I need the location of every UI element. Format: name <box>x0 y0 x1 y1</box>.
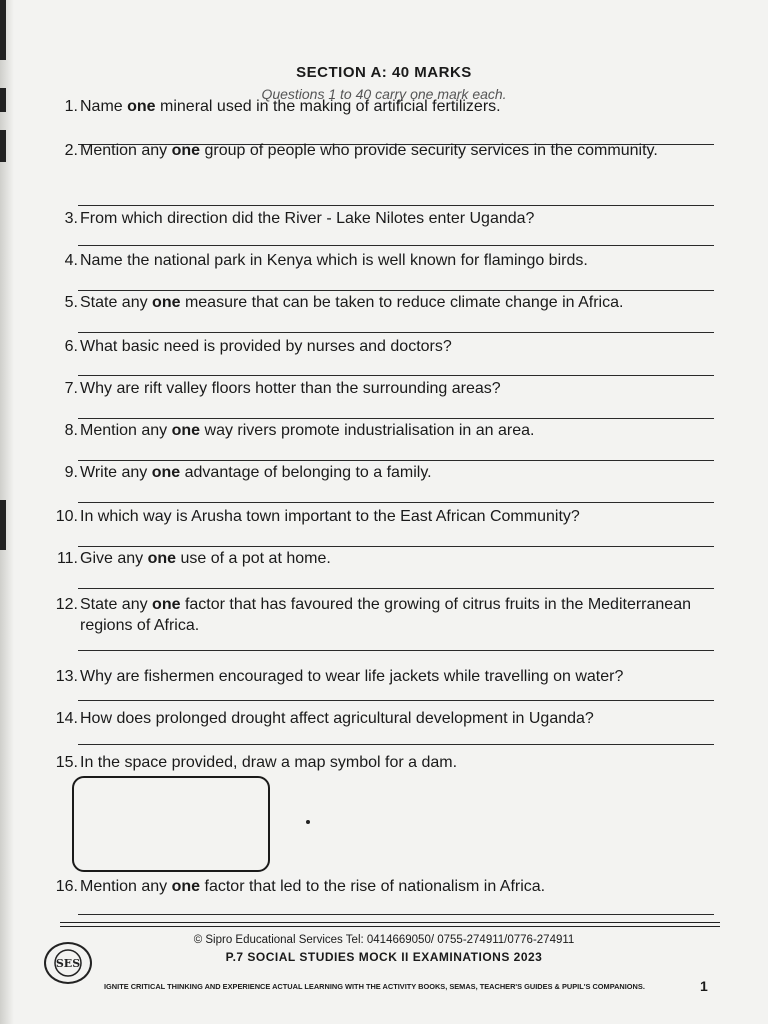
question-text <box>80 420 714 441</box>
answer-line[interactable] <box>78 245 714 246</box>
question-12 <box>54 594 714 636</box>
question-text <box>80 462 714 483</box>
question-text-part: factor that led to the rise of nationalism in Africa. <box>200 878 546 895</box>
stray-dot <box>306 820 310 824</box>
question-text <box>80 208 714 229</box>
question-number: 13. <box>55 668 78 685</box>
question-text-part: State any <box>80 294 153 311</box>
question-11 <box>54 548 714 569</box>
question-number: 4. <box>64 252 78 269</box>
question-text <box>80 548 714 569</box>
question-text <box>80 752 714 773</box>
question-text-part: In which way is Arusha town important to the East African Community? <box>80 508 580 525</box>
question-emphasis: one <box>151 464 181 481</box>
question-text-part: measure that can be taken to reduce climate change in Africa. <box>180 294 624 311</box>
question-text-part: Why are fishermen encouraged to wear life jackets while travelling on water? <box>80 668 624 685</box>
page-number: 1 <box>700 978 708 994</box>
question-number: 16. <box>55 878 78 895</box>
question-text-part: Write any <box>80 464 152 481</box>
question-emphasis: one <box>152 596 181 613</box>
question-13 <box>54 666 714 687</box>
answer-line[interactable] <box>78 588 714 589</box>
question-text-part: factor that has favoured the growing of citrus fruits in the Mediterranean regions of Africa. <box>80 596 691 634</box>
answer-line[interactable] <box>78 418 714 419</box>
question-text <box>80 378 714 399</box>
question-number: 14. <box>55 710 78 727</box>
footer-rule <box>60 922 720 923</box>
question-emphasis: one <box>171 878 201 895</box>
question-text-part: way rivers promote industrialisation in an area. <box>200 422 535 439</box>
question-text <box>80 250 714 271</box>
answer-line[interactable] <box>78 650 714 651</box>
question-14 <box>54 708 714 729</box>
question-number: 11. <box>56 550 78 567</box>
question-text-part: In the space provided, draw a map symbol for a dam. <box>80 754 458 771</box>
question-text-part: Name <box>80 98 128 115</box>
section-title: SECTION A: 40 MARKS <box>296 64 472 81</box>
answer-line[interactable] <box>78 744 714 745</box>
question-text <box>80 506 714 527</box>
question-number: 5. <box>64 294 78 311</box>
answer-line[interactable] <box>78 332 714 333</box>
answer-line[interactable] <box>78 914 714 915</box>
question-text-part: use of a pot at home. <box>176 550 331 567</box>
footer-exam-title: P.7 SOCIAL STUDIES MOCK II EXAMINATIONS 2023 <box>225 950 543 964</box>
question-text <box>80 292 714 313</box>
question-text-part: Mention any <box>80 422 172 439</box>
section-subtitle: Questions 1 to 40 carry one mark each. <box>261 86 507 102</box>
question-number: 7. <box>64 380 78 397</box>
question-6 <box>54 336 714 357</box>
question-number: 10. <box>55 508 78 525</box>
question-text <box>80 708 714 729</box>
question-text-part: State any <box>80 596 153 613</box>
question-text-part: Give any <box>80 550 148 567</box>
question-text-part: Name the national park in Kenya which is well known for flamingo birds. <box>80 252 588 269</box>
question-text-part: advantage of belonging to a family. <box>180 464 432 481</box>
footer-tagline: IGNITE CRITICAL THINKING AND EXPERIENCE ACTUAL LEARNING WITH THE ACTIVITY BOOKS, SEMAS, TEACHER'S GUIDES & PUPIL'S COMPANIONS. <box>104 982 645 991</box>
question-text-part: group of people who provide security services in the community. <box>200 142 658 159</box>
question-text <box>80 594 714 636</box>
answer-line[interactable] <box>78 205 714 206</box>
answer-line[interactable] <box>78 460 714 461</box>
question-5 <box>54 292 714 313</box>
question-16 <box>54 876 714 897</box>
logo-text: SES <box>55 957 81 970</box>
answer-line[interactable] <box>78 546 714 547</box>
question-number: 8. <box>64 422 78 439</box>
answer-line[interactable] <box>78 700 714 701</box>
question-text <box>80 336 714 357</box>
question-text <box>80 666 714 687</box>
answer-line[interactable] <box>78 375 714 376</box>
question-emphasis: one <box>171 422 201 439</box>
question-emphasis: one <box>171 142 201 159</box>
page-binding-edge <box>0 0 14 1024</box>
question-number: 1. <box>64 98 78 115</box>
question-text-part: What basic need is provided by nurses and doctors? <box>80 338 452 355</box>
question-text-part: From which direction did the River - Lake Nilotes enter Uganda? <box>80 210 535 227</box>
question-number: 3. <box>64 210 78 227</box>
question-4 <box>54 250 714 271</box>
question-emphasis: one <box>152 294 181 311</box>
question-text <box>80 140 714 161</box>
question-text-part: mineral used in the making of artificial fertilizers. <box>155 98 501 115</box>
question-15 <box>54 752 714 773</box>
question-number: 6. <box>64 338 78 355</box>
question-number: 15. <box>55 754 78 771</box>
question-7 <box>54 378 714 399</box>
question-text-part: How does prolonged drought affect agricultural development in Uganda? <box>80 710 594 727</box>
question-text <box>80 96 714 117</box>
question-text-part: Mention any <box>80 142 172 159</box>
question-text-part: Why are rift valley floors hotter than the surrounding areas? <box>80 380 501 397</box>
question-9 <box>54 462 714 483</box>
footer-copyright: © Sipro Educational Services Tel: 0414669050/ 0755-274911/0776-274911 <box>193 934 575 946</box>
answer-line[interactable] <box>78 502 714 503</box>
question-text-part: Mention any <box>80 878 172 895</box>
answer-line[interactable] <box>78 290 714 291</box>
question-number: 9. <box>64 464 78 481</box>
footer-rule <box>60 926 720 927</box>
question-2 <box>54 140 714 161</box>
map-symbol-drawing-box[interactable] <box>72 776 270 872</box>
question-8 <box>54 420 714 441</box>
question-3 <box>54 208 714 229</box>
question-number: 2. <box>64 142 78 159</box>
question-text <box>80 876 714 897</box>
question-1 <box>54 96 714 117</box>
question-10 <box>54 506 714 527</box>
question-emphasis: one <box>147 550 177 567</box>
question-number: 12. <box>55 596 78 613</box>
question-emphasis: one <box>127 98 156 115</box>
